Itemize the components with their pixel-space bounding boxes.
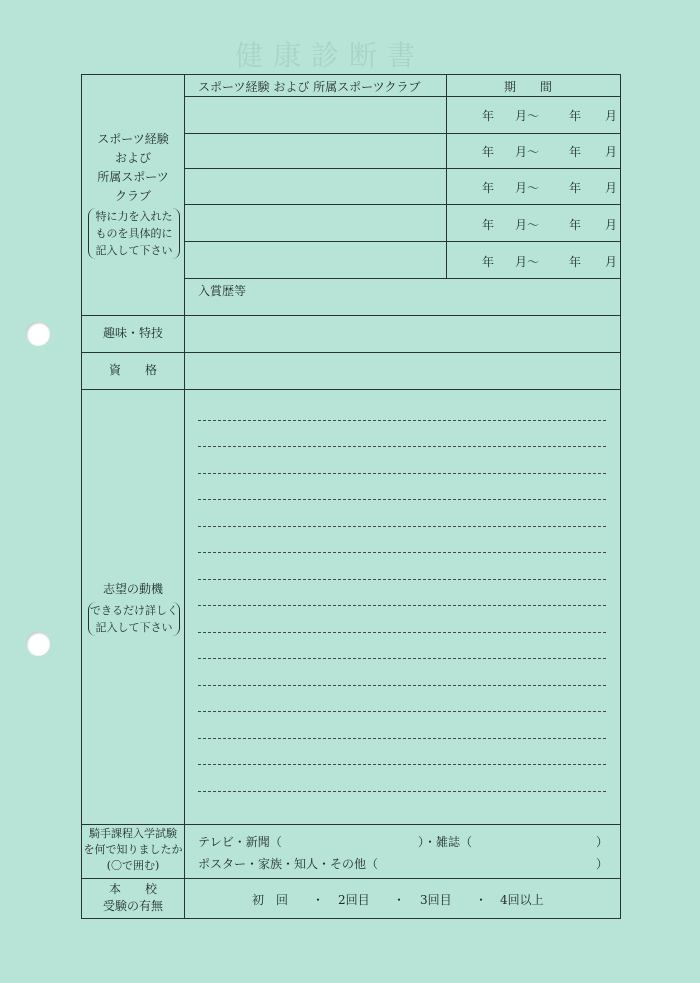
start-month-unit: 月〜 [515,255,540,269]
section-divider [81,824,621,825]
motivation-label: 志望の動機 [102,582,163,596]
section-divider [81,315,621,316]
end-month-unit: 月 [605,181,618,195]
separator-dot: ・ [312,893,325,907]
period-header: 期 間 [504,80,553,94]
row-divider [184,241,621,242]
start-month-unit: 月〜 [515,181,540,195]
exam-source-label-line: (〇で囲む) [106,859,160,872]
second-attempt-option[interactable]: 2回目 [338,893,370,907]
start-year-unit: 年 [482,218,495,232]
end-month-unit: 月 [605,109,618,123]
writing-line[interactable] [198,579,606,580]
end-year-unit: 年 [569,218,582,232]
writing-line[interactable] [198,446,606,447]
writing-line[interactable] [198,552,606,553]
separator-dot: ・ [475,893,488,907]
punch-hole [26,322,50,346]
sports-note-line: 特に力を入れた [95,210,173,223]
section-divider [81,389,621,390]
writing-line[interactable] [198,526,606,527]
magazine-option[interactable]: ）・雑誌（ [418,835,473,849]
start-year-unit: 年 [482,181,495,195]
end-month-unit: 月 [605,218,618,232]
writing-line[interactable] [198,685,606,686]
section-divider [81,878,621,879]
sports-note-line: 記入して下さい [95,244,173,257]
end-year-unit: 年 [569,255,582,269]
fourth-plus-attempt-option[interactable]: 4回以上 [500,893,544,907]
punch-hole [26,632,50,656]
writing-line[interactable] [198,738,606,739]
close-paren: ） [596,857,609,871]
label-column-divider [184,74,185,919]
sports-label-line: スポーツ経験 [97,132,169,146]
motivation-note [88,602,180,636]
start-month-unit: 月〜 [515,218,540,232]
writing-line[interactable] [198,420,606,421]
start-year-unit: 年 [482,255,495,269]
period-column-divider [446,74,447,278]
third-attempt-option[interactable]: 3回目 [420,893,452,907]
sports-label [82,130,184,206]
end-year-unit: 年 [569,181,582,195]
sports-note [88,208,180,259]
exam-source-label-line: 騎手課程入学試験 [89,827,177,840]
show-through-title: 健康診断書 [235,39,426,72]
close-paren: ） [596,835,609,849]
end-month-unit: 月 [605,145,618,159]
writing-line[interactable] [198,473,606,474]
sports-club-header: スポーツ経験 および 所属スポーツクラブ [198,80,421,94]
sports-label-line: 所属スポーツ [97,170,169,184]
attempts-label [82,881,184,915]
exam-source-label-line: を何で知りましたか [83,843,183,856]
writing-line[interactable] [198,764,606,765]
row-divider [184,204,621,205]
writing-line[interactable] [198,711,606,712]
writing-line[interactable] [198,632,606,633]
tv-newspaper-option[interactable]: テレビ・新聞（ [198,835,282,849]
attempts-label-line: 受験の有無 [102,899,163,913]
section-divider [81,352,621,353]
hobby-label: 趣味・特技 [102,326,163,340]
end-month-unit: 月 [605,255,618,269]
writing-line[interactable] [198,499,606,500]
motivation-note-line: 記入して下さい [95,621,173,634]
awards-label: 入賞歴等 [198,284,247,298]
first-attempt-option[interactable]: 初 回 [252,893,289,907]
row-divider [184,133,621,134]
exam-source-label [82,826,184,874]
end-year-unit: 年 [569,109,582,123]
motivation-note-line: できるだけ詳しく [90,604,178,617]
sports-label-line: および [114,151,151,165]
qualification-label: 資 格 [108,363,157,377]
sports-note-line: ものを具体的に [95,227,173,240]
row-divider [184,168,621,169]
start-month-unit: 月〜 [515,109,540,123]
row-divider [184,278,621,279]
writing-line[interactable] [198,605,606,606]
writing-line[interactable] [198,658,606,659]
start-month-unit: 月〜 [515,145,540,159]
separator-dot: ・ [393,893,406,907]
writing-line[interactable] [198,791,606,792]
end-year-unit: 年 [569,145,582,159]
row-divider [184,96,621,97]
sports-label-line: クラブ [114,189,151,203]
start-year-unit: 年 [482,109,495,123]
start-year-unit: 年 [482,145,495,159]
other-sources-option[interactable]: ポスター・家族・知人・その他（ [198,857,379,871]
attempts-label-line: 本 校 [108,882,157,896]
